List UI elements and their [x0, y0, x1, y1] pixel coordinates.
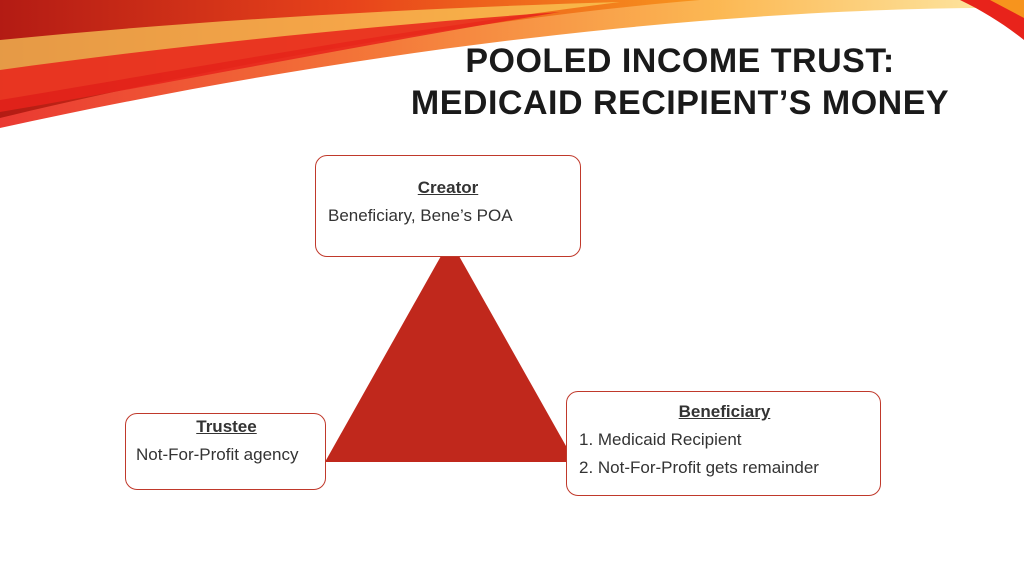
trustee-box [125, 413, 326, 490]
beneficiary-heading: Beneficiary [678, 402, 771, 421]
title-line-2: MEDICAID RECIPIENT’S MONEY [410, 84, 950, 122]
beneficiary-item: 2. Not-For-Profit gets remainder [579, 458, 819, 477]
creator-box [315, 155, 581, 257]
trustee-text: Not-For-Profit agency [136, 445, 299, 464]
beneficiary-box [566, 391, 881, 496]
beneficiary-item: 1. Medicaid Recipient [579, 430, 742, 449]
title-line-1: POOLED INCOME TRUST: [465, 42, 895, 80]
trustee-heading: Trustee [196, 417, 257, 436]
trust-triangle [325, 240, 575, 462]
creator-text: Beneficiary, Bene’s POA [328, 206, 513, 225]
creator-heading: Creator [417, 178, 479, 197]
